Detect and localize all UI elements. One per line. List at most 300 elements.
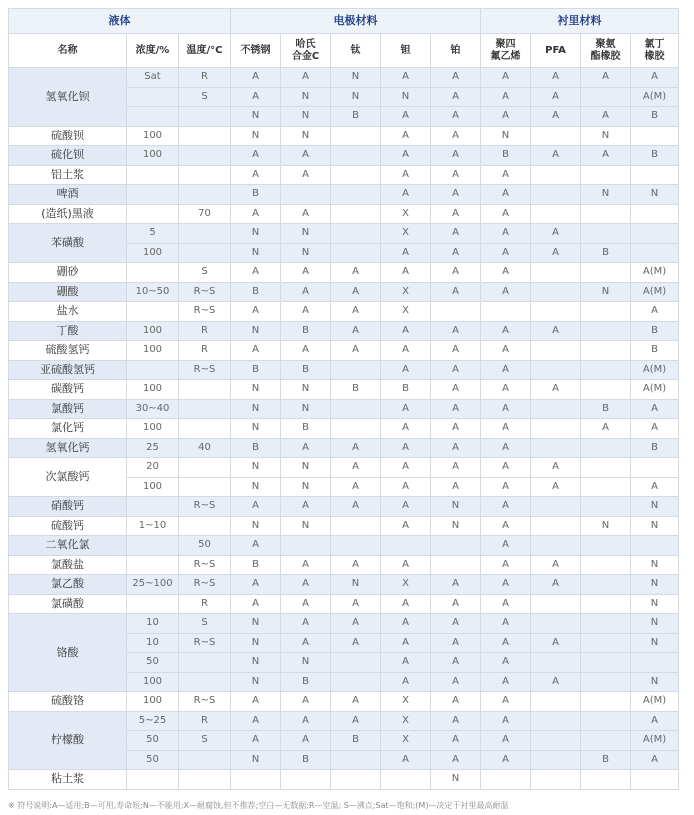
rating-cell	[331, 243, 381, 263]
column-header	[127, 34, 179, 68]
rating-cell: A	[531, 146, 581, 166]
substance-name: 氯酸钙	[9, 399, 127, 419]
substance-name: 硼砂	[9, 263, 127, 283]
rating-cell	[281, 185, 331, 205]
substance-name: 氢氧化钙	[9, 438, 127, 458]
rating-cell	[631, 126, 679, 146]
temperature-cell	[179, 224, 231, 244]
rating-cell: A	[481, 497, 531, 517]
rating-cell: A	[381, 360, 431, 380]
temperature-cell	[179, 165, 231, 185]
table-row	[9, 302, 679, 322]
rating-cell: A	[231, 165, 281, 185]
substance-name: 硫酸钙	[9, 516, 127, 536]
concentration-cell	[127, 204, 179, 224]
concentration-cell: 100	[127, 126, 179, 146]
temperature-cell	[179, 380, 231, 400]
rating-cell: A	[531, 224, 581, 244]
rating-cell: X	[381, 282, 431, 302]
rating-cell: A	[431, 321, 481, 341]
substance-name: 氯乙酸	[9, 575, 127, 595]
substance-name: 啤酒	[9, 185, 127, 205]
rating-cell: N	[281, 399, 331, 419]
rating-cell: A	[381, 750, 431, 770]
substance-name: 苯磺酸	[9, 224, 127, 263]
rating-cell: N	[481, 126, 531, 146]
rating-cell: A	[281, 263, 331, 283]
rating-cell: A	[231, 341, 281, 361]
rating-cell: A	[581, 107, 631, 127]
rating-cell: A	[431, 165, 481, 185]
rating-cell: A	[331, 692, 381, 712]
rating-cell: A	[281, 204, 331, 224]
concentration-cell	[127, 770, 179, 790]
rating-cell: A	[281, 731, 331, 751]
rating-cell: A	[431, 653, 481, 673]
rating-cell: N	[631, 555, 679, 575]
rating-cell: N	[631, 575, 679, 595]
table-row	[9, 204, 679, 224]
rating-cell: B	[631, 321, 679, 341]
rating-cell: A	[281, 165, 331, 185]
temperature-cell: S	[179, 263, 231, 283]
temperature-cell: R~S	[179, 692, 231, 712]
rating-cell	[331, 770, 381, 790]
concentration-cell	[127, 302, 179, 322]
rating-cell: A	[431, 458, 481, 478]
rating-cell	[631, 653, 679, 673]
rating-cell: A	[481, 341, 531, 361]
rating-cell	[331, 399, 381, 419]
rating-cell: B	[231, 185, 281, 205]
table-row	[9, 224, 679, 244]
rating-cell	[531, 302, 581, 322]
rating-cell	[281, 536, 331, 556]
table-row	[9, 419, 679, 439]
column-header-line: 酯橡胶	[590, 50, 621, 62]
rating-cell: N	[581, 282, 631, 302]
concentration-cell	[127, 107, 179, 127]
rating-cell: B	[631, 341, 679, 361]
rating-cell: B	[331, 380, 381, 400]
column-header-line: 钛	[350, 44, 361, 56]
substance-name: 二氧化氯	[9, 536, 127, 556]
rating-cell: A	[481, 458, 531, 478]
temperature-cell: R	[179, 341, 231, 361]
rating-cell	[531, 731, 581, 751]
rating-cell: A	[481, 477, 531, 497]
rating-cell: B	[231, 282, 281, 302]
concentration-cell: 25	[127, 438, 179, 458]
rating-cell: A	[281, 341, 331, 361]
rating-cell: N	[281, 653, 331, 673]
rating-cell: B	[631, 107, 679, 127]
table-row	[9, 165, 679, 185]
rating-cell: A	[381, 263, 431, 283]
rating-cell: A	[381, 146, 431, 166]
group-header: 液体	[9, 9, 231, 34]
temperature-cell	[179, 458, 231, 478]
rating-cell	[531, 419, 581, 439]
rating-cell	[581, 653, 631, 673]
rating-cell: N	[631, 614, 679, 634]
temperature-cell: R~S	[179, 555, 231, 575]
substance-name: 次氯酸钙	[9, 458, 127, 497]
rating-cell: A	[481, 68, 531, 88]
concentration-cell	[127, 497, 179, 517]
concentration-cell: 20	[127, 458, 179, 478]
rating-cell	[531, 360, 581, 380]
rating-cell: A	[481, 282, 531, 302]
rating-cell: N	[331, 68, 381, 88]
concentration-cell: 100	[127, 672, 179, 692]
rating-cell	[581, 633, 631, 653]
rating-cell: A	[381, 341, 431, 361]
rating-cell: N	[581, 516, 631, 536]
rating-cell: N	[631, 516, 679, 536]
rating-cell	[331, 419, 381, 439]
concentration-cell: 100	[127, 692, 179, 712]
temperature-cell	[179, 185, 231, 205]
rating-cell: B	[631, 146, 679, 166]
rating-cell: A	[381, 653, 431, 673]
rating-cell: A	[631, 419, 679, 439]
rating-cell: A	[331, 282, 381, 302]
rating-cell: A	[531, 672, 581, 692]
rating-cell: A	[381, 497, 431, 517]
table-row	[9, 516, 679, 536]
rating-cell: B	[481, 146, 531, 166]
rating-cell: A	[231, 731, 281, 751]
column-header-line: 哈氏	[295, 38, 316, 50]
concentration-cell	[127, 594, 179, 614]
substance-name: 粘土浆	[9, 770, 127, 790]
rating-cell: A	[231, 204, 281, 224]
rating-cell: A	[281, 614, 331, 634]
substance-name: 盐水	[9, 302, 127, 322]
rating-cell: A	[431, 243, 481, 263]
temperature-cell: R	[179, 321, 231, 341]
rating-cell: A	[381, 68, 431, 88]
rating-cell: N	[431, 497, 481, 517]
rating-cell	[331, 750, 381, 770]
rating-cell: N	[231, 477, 281, 497]
rating-cell: N	[281, 87, 331, 107]
rating-cell: N	[231, 516, 281, 536]
rating-cell: A	[481, 516, 531, 536]
rating-cell: N	[431, 516, 481, 536]
rating-cell: A	[431, 341, 481, 361]
rating-cell: A	[581, 419, 631, 439]
rating-cell	[631, 536, 679, 556]
temperature-cell	[179, 516, 231, 536]
rating-cell: A	[281, 146, 331, 166]
rating-cell	[581, 575, 631, 595]
rating-cell: A	[281, 497, 331, 517]
rating-cell: B	[281, 672, 331, 692]
rating-cell	[581, 204, 631, 224]
rating-cell: A	[381, 672, 431, 692]
rating-cell	[631, 243, 679, 263]
rating-cell: X	[381, 224, 431, 244]
rating-cell: N	[231, 458, 281, 478]
column-header-line: 不锈钢	[240, 44, 271, 56]
rating-cell: A(M)	[631, 87, 679, 107]
rating-cell: A	[481, 711, 531, 731]
concentration-cell: 5~25	[127, 711, 179, 731]
rating-cell: N	[231, 419, 281, 439]
rating-cell: A(M)	[631, 380, 679, 400]
rating-cell: A(M)	[631, 360, 679, 380]
substance-name: 氢氧化钡	[9, 68, 127, 127]
substance-name: 铬酸	[9, 614, 127, 692]
concentration-cell	[127, 536, 179, 556]
rating-cell: A	[531, 380, 581, 400]
rating-cell: A	[381, 321, 431, 341]
table-row	[9, 380, 679, 400]
rating-cell	[531, 185, 581, 205]
rating-cell: A	[281, 575, 331, 595]
rating-cell: A	[631, 68, 679, 88]
rating-cell: N	[231, 243, 281, 263]
rating-cell: A	[431, 711, 481, 731]
concentration-cell: 10~50	[127, 282, 179, 302]
rating-cell: A	[431, 419, 481, 439]
substance-name: 氯酸盐	[9, 555, 127, 575]
rating-cell: A	[631, 750, 679, 770]
rating-cell: A	[331, 341, 381, 361]
rating-cell: A	[431, 185, 481, 205]
temperature-cell	[179, 750, 231, 770]
column-header-line: 氟乙烯	[490, 50, 521, 62]
rating-cell	[431, 536, 481, 556]
temperature-cell: 70	[179, 204, 231, 224]
rating-cell: A	[381, 614, 431, 634]
concentration-cell: 100	[127, 146, 179, 166]
rating-cell: N	[231, 653, 281, 673]
substance-name: 柠檬酸	[9, 711, 127, 770]
group-header: 电极材料	[231, 9, 481, 34]
rating-cell: A	[531, 321, 581, 341]
rating-cell: B	[281, 360, 331, 380]
column-header	[531, 34, 581, 68]
rating-cell	[581, 438, 631, 458]
rating-cell: A	[431, 633, 481, 653]
column-header-line: 聚四	[495, 38, 516, 50]
rating-cell: A	[631, 302, 679, 322]
rating-cell: A	[531, 68, 581, 88]
rating-cell: A	[431, 282, 481, 302]
corrosion-compatibility-table	[8, 8, 679, 790]
concentration-cell: 10	[127, 633, 179, 653]
rating-cell: B	[581, 399, 631, 419]
rating-cell: A	[531, 555, 581, 575]
rating-cell: A	[281, 555, 331, 575]
rating-cell: A	[431, 126, 481, 146]
rating-cell: A	[481, 204, 531, 224]
temperature-cell: R~S	[179, 633, 231, 653]
column-header-line: PFA	[545, 44, 566, 56]
rating-cell: N	[281, 516, 331, 536]
rating-cell: A	[231, 302, 281, 322]
rating-cell	[631, 165, 679, 185]
compatibility-table-container	[8, 8, 678, 790]
concentration-cell	[127, 360, 179, 380]
temperature-cell: S	[179, 87, 231, 107]
substance-name: 硫化钡	[9, 146, 127, 166]
temperature-cell: R~S	[179, 360, 231, 380]
substance-name: 碳酸钙	[9, 380, 127, 400]
rating-cell	[631, 224, 679, 244]
column-header	[331, 34, 381, 68]
concentration-cell: 50	[127, 750, 179, 770]
rating-cell: A	[431, 360, 481, 380]
table-row	[9, 146, 679, 166]
table-row	[9, 399, 679, 419]
concentration-cell: 1~10	[127, 516, 179, 536]
rating-cell	[331, 653, 381, 673]
rating-cell: A	[281, 68, 331, 88]
rating-cell: A	[281, 282, 331, 302]
rating-cell: N	[331, 575, 381, 595]
rating-cell	[531, 516, 581, 536]
rating-cell: N	[231, 614, 281, 634]
rating-cell: A	[481, 380, 531, 400]
rating-cell: A	[331, 555, 381, 575]
concentration-cell	[127, 165, 179, 185]
rating-cell: A	[231, 692, 281, 712]
table-row	[9, 711, 679, 731]
rating-cell: A	[381, 555, 431, 575]
concentration-cell: 50	[127, 731, 179, 751]
rating-cell: A	[431, 224, 481, 244]
temperature-cell	[179, 399, 231, 419]
rating-cell: A	[331, 614, 381, 634]
rating-cell: N	[281, 107, 331, 127]
rating-cell: X	[381, 575, 431, 595]
rating-cell	[431, 302, 481, 322]
table-row	[9, 555, 679, 575]
table-row	[9, 438, 679, 458]
rating-cell: A	[481, 263, 531, 283]
column-header-line: 钽	[400, 44, 411, 56]
rating-cell	[581, 555, 631, 575]
table-row	[9, 575, 679, 595]
rating-cell: N	[581, 185, 631, 205]
rating-cell: A	[281, 711, 331, 731]
rating-cell	[331, 516, 381, 536]
rating-cell: N	[631, 594, 679, 614]
rating-cell: A	[331, 633, 381, 653]
rating-cell: A	[231, 68, 281, 88]
rating-cell	[581, 770, 631, 790]
rating-cell: N	[581, 126, 631, 146]
rating-cell: N	[631, 672, 679, 692]
rating-cell: A	[631, 477, 679, 497]
rating-cell: A	[531, 575, 581, 595]
substance-name: 丁酸	[9, 321, 127, 341]
rating-cell	[581, 536, 631, 556]
rating-cell	[531, 536, 581, 556]
table-row	[9, 263, 679, 283]
rating-cell: X	[381, 692, 431, 712]
column-header	[481, 34, 531, 68]
rating-cell: A	[481, 692, 531, 712]
rating-cell: A	[481, 672, 531, 692]
column-header	[281, 34, 331, 68]
rating-cell: A	[381, 243, 431, 263]
rating-cell: B	[231, 360, 281, 380]
rating-cell	[531, 341, 581, 361]
column-header	[581, 34, 631, 68]
substance-name: 硫酸铬	[9, 692, 127, 712]
rating-cell	[581, 224, 631, 244]
temperature-cell	[179, 477, 231, 497]
substance-name: 硫酸氢钙	[9, 341, 127, 361]
rating-cell: B	[231, 555, 281, 575]
temperature-cell: R~S	[179, 282, 231, 302]
rating-cell: A	[431, 438, 481, 458]
table-row	[9, 360, 679, 380]
rating-cell: A	[281, 594, 331, 614]
rating-cell	[581, 731, 631, 751]
rating-cell: N	[281, 477, 331, 497]
rating-cell: A	[231, 711, 281, 731]
concentration-cell	[127, 87, 179, 107]
rating-cell	[331, 224, 381, 244]
rating-cell: A	[231, 575, 281, 595]
rating-cell: N	[431, 770, 481, 790]
rating-cell	[531, 165, 581, 185]
rating-cell: N	[281, 224, 331, 244]
rating-cell: A	[431, 594, 481, 614]
column-header	[231, 34, 281, 68]
rating-cell: B	[581, 243, 631, 263]
rating-cell	[581, 594, 631, 614]
rating-cell: A	[531, 107, 581, 127]
rating-cell: A	[481, 87, 531, 107]
rating-cell: A	[281, 302, 331, 322]
rating-cell	[581, 263, 631, 283]
column-header-line: 氯丁	[644, 38, 665, 50]
concentration-cell: 100	[127, 341, 179, 361]
rating-cell: A	[481, 614, 531, 634]
temperature-cell: 40	[179, 438, 231, 458]
substance-name: 硼酸	[9, 282, 127, 302]
table-row	[9, 536, 679, 556]
rating-cell: A	[481, 731, 531, 751]
column-header-line: 聚氨	[595, 38, 616, 50]
rating-cell	[531, 204, 581, 224]
concentration-cell: 100	[127, 321, 179, 341]
rating-cell: A	[531, 458, 581, 478]
substance-name: 硝酸钙	[9, 497, 127, 517]
rating-cell: N	[231, 380, 281, 400]
rating-cell	[581, 614, 631, 634]
rating-cell	[531, 263, 581, 283]
concentration-cell: 100	[127, 477, 179, 497]
rating-cell: A	[581, 68, 631, 88]
rating-cell	[531, 614, 581, 634]
rating-cell	[381, 770, 431, 790]
column-header-line: 铂	[450, 44, 461, 56]
rating-cell: A	[531, 477, 581, 497]
column-header	[431, 34, 481, 68]
rating-cell	[581, 458, 631, 478]
rating-cell	[581, 672, 631, 692]
temperature-cell: 50	[179, 536, 231, 556]
rating-cell: A	[431, 477, 481, 497]
